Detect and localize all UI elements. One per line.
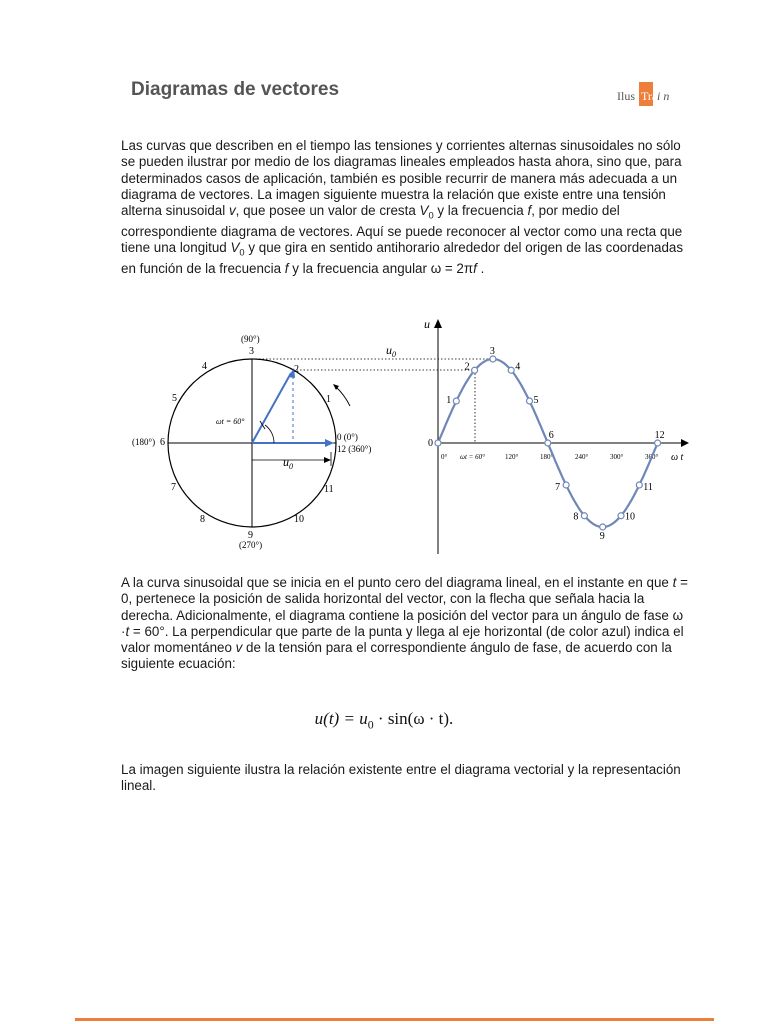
logo-text: Ilus [617,89,635,103]
u0-sine-label: $u_0$ [386,343,396,359]
wt-axis-label: ω t [671,452,684,463]
sine-point-label-9: 9 [599,531,605,542]
sine-point-10 [618,513,624,519]
sine-point-0 [435,440,441,446]
horizontal-vector-arrowhead [325,439,334,447]
sine-point-label-2: 2 [464,361,470,373]
intro-paragraph: Las curvas que describen en el tiempo las tensiones y corrientes alternas sinusoidales no sólo se pueden ilustrar por medio de los diagramas lineales empleados hasta ahora, sino que, para determinados casos de aplicación, también es posible recurrir de manera más adecuada a un diagrama de vectores. La imagen siguiente muestra la relación que existe entre una tensión alterna sinusoidal v, que posee un valor de cresta $V_0$ y la frecuencia f, por medio del correspondiente diagrama de vectores. Aquí se puede reconocer al vector como una recta que tiene una longitud $V_0$ y que gira en sentido antihorario alrededor del origen de las coordenadas en función de la frecuencia f y la frecuencia angular ω = 2πf . [121,138,684,277]
sine-point-11 [636,482,642,488]
x-tick-180: 180° [540,453,554,461]
sine-point-label-0: 0 [428,438,433,449]
sine-point-label-1: 1 [446,395,452,406]
circle-label-3: 3 [249,346,254,357]
x-tick-360: 360° [645,453,659,461]
svg-text:Tra: Tra [641,89,658,103]
x-tick-60: ωt = 60° [460,453,485,461]
sine-point-4 [508,367,514,373]
circle-label-6: 6 [160,437,165,448]
footer-divider [75,1018,714,1021]
rotation-arrow [335,386,350,406]
circle-label-4: 4 [202,361,207,372]
svg-text:i n: i n [657,89,670,103]
circle-label-12: 12 (360°) [337,444,372,454]
brand-logo [617,80,677,110]
sine-point-5 [527,398,533,404]
sine-point-label-4: 4 [515,361,521,373]
angle-label: ωt = 60° [216,417,245,426]
sine-point-label-11: 11 [643,482,653,493]
sine-point-label-12: 12 [654,430,665,441]
sine-point-label-5: 5 [533,395,539,406]
circle-label-9: 9 [248,530,253,541]
sine-point-label-7: 7 [555,482,561,493]
closing-paragraph: La imagen siguiente ilustra la relación existente entre el diagrama vectorial y la representación lineal. [121,762,681,794]
sine-point-label-8: 8 [573,511,579,523]
deg270-label: (270°) [239,540,263,550]
circle-label-0: 0 (0°) [337,432,358,442]
deg180-label: (180°) [132,437,156,447]
sine-point-2 [472,367,478,373]
sine-point-8 [581,513,587,519]
circle-label-2: 2 [294,364,299,375]
circle-label-1: 1 [326,394,331,405]
angle-arc [265,425,274,443]
sine-points [428,346,665,542]
circle-label-7: 7 [171,482,176,493]
circle-label-5: 5 [172,393,177,404]
sine-point-label-3: 3 [489,346,495,357]
vector-diagram-figure [128,314,698,564]
x-tick-300: 300° [610,453,624,461]
sine-point-1 [453,398,459,404]
u-axis-label: u [424,317,430,331]
u0-circle-label: $u_0$ [283,455,293,471]
sine-point-label-10: 10 [625,511,635,523]
sine-point-9 [600,524,606,530]
deg90-label: (90°) [241,334,260,344]
x-tick-0: 0° [441,453,448,461]
page-title: Diagramas de vectores [131,79,340,100]
sine-equation: $u(t) = u_0 \cdot \sin(\omega \cdot t)$. [314,709,454,732]
circle-label-10: 10 [294,514,304,525]
sine-point-label-6: 6 [548,430,554,441]
circle-label-8: 8 [200,514,205,525]
sine-point-7 [563,482,569,488]
circle-label-11: 11 [324,484,334,495]
explanation-paragraph: A la curva sinusoidal que se inicia en el punto cero del diagrama lineal, en el instante en que t = 0, pertenece la posición de salida horizontal del vector, con la flecha que señala hacia la derecha. Adicionalmente, el diagrama contiene la posición del vector para un ángulo de fase ω ·t = 60°. La perpendicular que parte de la punta y llega al eje horizontal (de color azul) indica el valor momentáneo v de la tensión para el correspondiente ángulo de fase, de acuerdo con la siguiente ecuación: [121,575,688,672]
x-tick-240: 240° [575,453,589,461]
x-tick-120: 120° [505,453,519,461]
